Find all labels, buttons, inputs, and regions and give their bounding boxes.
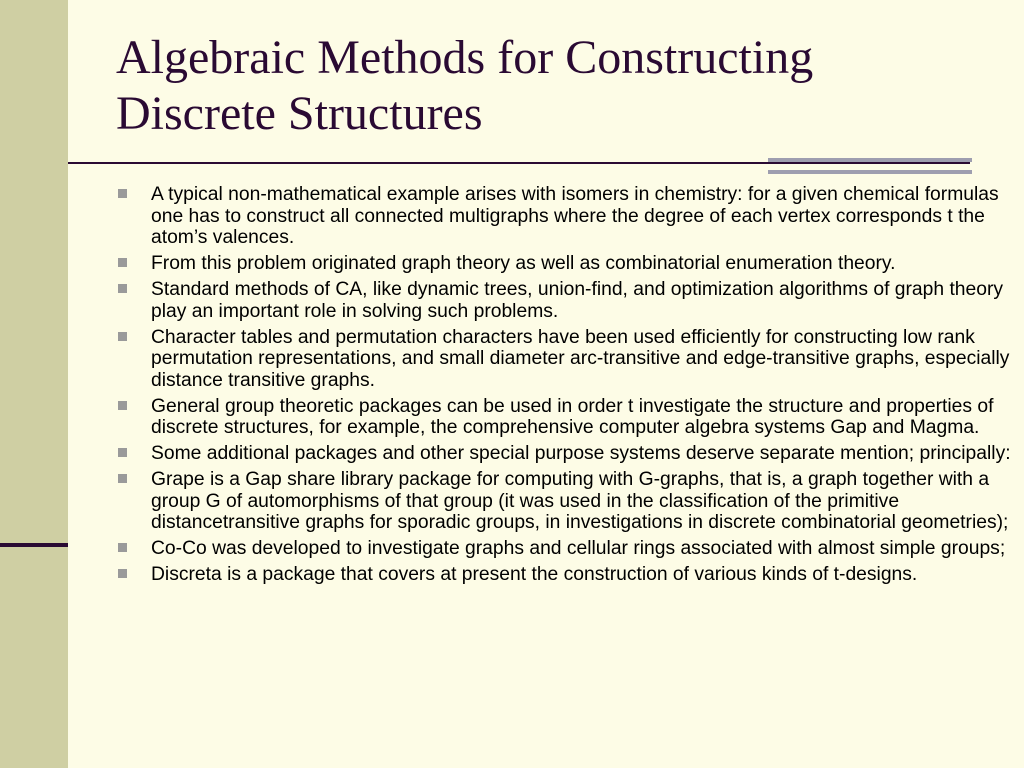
slide-title bbox=[116, 30, 996, 142]
bullet-item bbox=[118, 469, 1016, 534]
bullet-item bbox=[118, 279, 1016, 322]
accent-rule-bottom bbox=[768, 170, 972, 174]
bullet-list bbox=[118, 184, 1016, 590]
bullet-text: A typical non-mathematical example arises with isomers in chemistry: for a given chemical formulas one has to construct all connected multigraphs where the degree of each vertex corresponds t the atom’s valences. bbox=[151, 184, 999, 248]
bullet-item bbox=[118, 538, 1016, 560]
square-bullet-icon bbox=[118, 474, 127, 483]
bullet-text: Discreta is a package that covers at present the construction of various kinds of t-designs. bbox=[151, 564, 918, 585]
bullet-item bbox=[118, 396, 1016, 439]
bullet-text: Character tables and permutation characters have been used efficiently for constructing low rank permutation representations, and small diameter arc-transitive and edge-transitive graphs, especially distance transitive graphs. bbox=[151, 326, 1010, 391]
left-bar-rule bbox=[0, 543, 68, 547]
square-bullet-icon bbox=[118, 448, 127, 457]
slide-title-line-1: Algebraic Methods for Constructing bbox=[116, 31, 814, 84]
square-bullet-icon bbox=[118, 284, 127, 293]
title-underline bbox=[68, 162, 970, 164]
bullet-item bbox=[118, 564, 1016, 586]
bullet-item bbox=[118, 184, 1016, 249]
accent-rule-top bbox=[768, 158, 972, 162]
square-bullet-icon bbox=[118, 189, 127, 198]
bullet-text: Grape is a Gap share library package for computing with G-graphs, that is, a graph together with a group G of automorphisms of that group (it was used in the classification of the primitive distancetransitive graphs for sporadic groups, in investigations in discrete combinatorial geometries); bbox=[151, 469, 1009, 533]
bullet-item bbox=[118, 443, 1016, 465]
bullet-text: From this problem originated graph theory as well as combinatorial enumeration theory. bbox=[151, 253, 896, 274]
bullet-text: Co-Co was developed to investigate graphs and cellular rings associated with almost simple groups; bbox=[151, 538, 1006, 559]
bullet-text: Some additional packages and other special purpose systems deserve separate mention; principally: bbox=[151, 443, 1011, 464]
slide-title-line-2: Discrete Structures bbox=[116, 87, 483, 140]
square-bullet-icon bbox=[118, 543, 127, 552]
bullet-item bbox=[118, 327, 1016, 392]
square-bullet-icon bbox=[118, 258, 127, 267]
left-decorative-bar bbox=[0, 0, 68, 768]
bullet-item bbox=[118, 253, 1016, 275]
bullet-text: General group theoretic packages can be used in order t investigate the structure and properties of discrete structures, for example, the comprehensive computer algebra systems Gap and Magma. bbox=[151, 395, 994, 438]
square-bullet-icon bbox=[118, 401, 127, 410]
square-bullet-icon bbox=[118, 332, 127, 341]
bullet-text: Standard methods of CA, like dynamic trees, union-find, and optimization algorithms of graph theory play an important role in solving such problems. bbox=[151, 279, 1004, 322]
square-bullet-icon bbox=[118, 569, 127, 578]
